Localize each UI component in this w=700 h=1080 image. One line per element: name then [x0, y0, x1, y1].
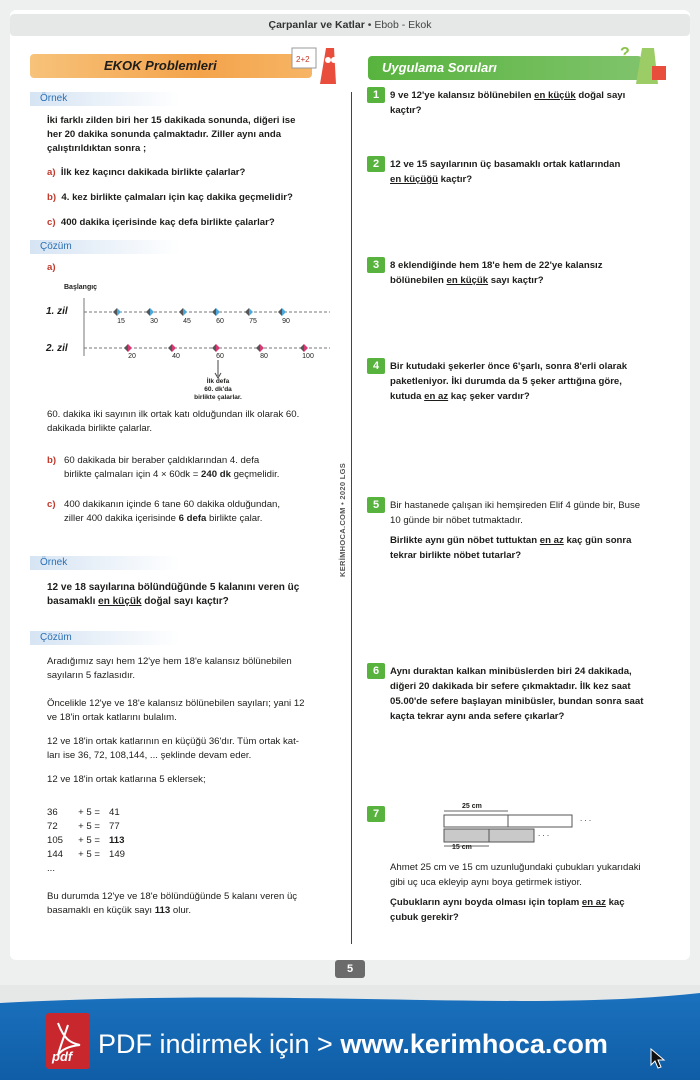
example-label-2: Örnek [30, 556, 180, 570]
question-number-1: 1 [367, 87, 385, 103]
tick-marker [245, 308, 249, 316]
example-1-line: her 20 dakika sonunda çalmaktadır. Ziller aynı anda [47, 129, 282, 140]
solution-label-2: Çözüm [30, 631, 180, 645]
pdf-file-icon [46, 1013, 90, 1069]
tick-marker [278, 308, 282, 316]
example-1-question-c: c) 400 dakika içerisinde kaç defa birlikte çalarlar? [47, 217, 275, 228]
solution-2-text: Aradığımız sayı hem 12'ye hem 18'e kalansız bölünebilen sayıların 5 fazlasıdır. Öncelikle 12'ye ve 18'e kalansız bölünebilen sayıları; yani 12 ve 18'in ortak katlarını bulalım. 12 ve 18'in ortak katlarının en küçüğü 36'dır. Tüm ortak kat- ları ise 36, 72, 108,144, ... şeklinde devam eder. 12 ve 18'in ortak katlarına 5 eklersek; [47, 656, 305, 785]
question-number-6: 6 [367, 663, 385, 679]
section-title-left: EKOK Problemleri [30, 54, 312, 78]
footer-download-link[interactable] [98, 1027, 608, 1061]
tick-label: 60 [216, 318, 224, 325]
tick-marker-accent [304, 344, 308, 352]
page-number: 5 [335, 960, 365, 978]
addition-row: 72 + 5 = 77 [47, 821, 120, 832]
tick-marker-accent [150, 308, 154, 316]
tick-label: 15 [117, 318, 125, 325]
tick-marker-accent [216, 344, 220, 352]
tick-label: 100 [302, 353, 314, 360]
tick-marker-accent [260, 344, 264, 352]
tick-marker-accent [282, 308, 286, 316]
footer-url[interactable]: www.kerimhoca.com [340, 1029, 608, 1059]
example-label-1: Örnek [30, 92, 180, 106]
first-meeting-note: İlk defa 60. dk'da birlikte çalarlar. [194, 378, 242, 401]
question-number-3: 3 [367, 257, 385, 273]
addition-row: 105 + 5 = 113 [47, 835, 125, 846]
svg-text:2+2: 2+2 [296, 55, 310, 64]
tick-marker [113, 308, 117, 316]
bell-1-label: 1. zil [46, 306, 68, 317]
tick-label: 90 [282, 318, 290, 325]
example-1-line: İki farklı zilden biri her 15 dakikada sonunda, diğeri ise [47, 115, 296, 126]
svg-text:?: ? [620, 45, 630, 62]
question-number-5: 5 [367, 497, 385, 513]
tick-marker-accent [183, 308, 187, 316]
rod-row-2-dots: . . . [538, 829, 550, 838]
tick-label: 20 [128, 353, 136, 360]
side-watermark-text: KERİMHOCA.COM • 2020 LGS [338, 463, 347, 578]
tick-marker [256, 344, 260, 352]
tick-label: 45 [183, 318, 191, 325]
cursor-icon [650, 1048, 666, 1070]
question-1-text: 9 ve 12'ye kalansız bölünebilen en küçük doğal sayı kaçtır? [390, 90, 626, 116]
rods-diagram [440, 808, 600, 848]
question-7-text: Ahmet 25 cm ve 15 cm uzunluğundaki çubukları yukarıdaki gibi uç uca ekleyip aynı boya getirmek istiyor. Çubukların aynı boyda olması için toplam en az kaç çubuk gerekir? [390, 862, 641, 923]
start-label: Başlangıç [64, 284, 98, 291]
addition-table [47, 806, 167, 876]
rod-25cm-label: 25 cm [462, 803, 482, 810]
solution-1-text-c: 400 dakikanın içinde 6 tane 60 dakika olduğundan, ziller 400 dakika içerisinde 6 defa birlikte çalar. [64, 499, 281, 524]
tick-marker [212, 308, 216, 316]
rod-row-1-dots: . . . [580, 814, 592, 823]
question-3-text: 8 eklendiğinde hem 18'e hem de 22'ye kalansız bölünebilen en küçük sayı kaçtır? [390, 260, 603, 286]
question-number-2: 2 [367, 156, 385, 172]
solution-label-1: Çözüm [30, 240, 180, 254]
header-title: Çarpanlar ve Katlar [268, 19, 365, 31]
tick-marker-accent [128, 344, 132, 352]
question-2-text: 12 ve 15 sayılarının üç basamaklı ortak katlarından en küçüğü kaçtır? [390, 159, 621, 185]
tick-marker-accent [216, 308, 220, 316]
tick-marker [146, 308, 150, 316]
solution-2-conclusion: Bu durumda 12'ye ve 18'e bölündüğünde 5 kalanı veren üç basamaklı en küçük sayı 113 olur. [47, 891, 298, 916]
tick-label: 40 [172, 353, 180, 360]
tick-marker [300, 344, 304, 352]
question-mascot-icon [614, 40, 672, 88]
question-number-4: 4 [367, 358, 385, 374]
tick-marker [124, 344, 128, 352]
solution-1-text-b: 60 dakikada bir beraber çaldıklarından 4. defa birlikte çalmaları için 4 × 60dk = 240 dk geçmelidir. [64, 455, 280, 480]
tick-marker-accent [172, 344, 176, 352]
solution-1-text-a: 60. dakika iki sayının ilk ortak katı olduğundan ilk olarak 60. dakikada birlikte çalarlar. [47, 409, 300, 434]
tick-marker [179, 308, 183, 316]
tick-label: 75 [249, 318, 257, 325]
footer-prefix: PDF indirmek için > [98, 1029, 341, 1059]
question-number-7: 7 [367, 806, 385, 822]
example-1-text [47, 114, 347, 156]
pdf-badge-text: pdf [52, 1049, 73, 1064]
tick-marker [168, 344, 172, 352]
tick-marker-accent [117, 308, 121, 316]
page-header [10, 14, 690, 36]
tick-label: 80 [260, 353, 268, 360]
addition-row: 36 + 5 = 41 [47, 807, 120, 818]
footer-wave-decoration [0, 985, 700, 1015]
addition-row: 144 + 5 = 149 [47, 849, 126, 860]
rod-15cm-label: 15 cm [452, 844, 472, 851]
tick-label: 30 [150, 318, 158, 325]
teacher-mascot-icon [290, 40, 340, 88]
question-4-text: Bir kutudaki şekerler önce 6'şarlı, sonra 8'erli olarak paketleniyor. İki durumda da 5 şeker arttığına göre, kutuda en az kaç şeker vardır? [390, 361, 628, 402]
example-1-question-b: b) 4. kez birlikte çalmaları için kaç dakika geçmelidir? [47, 192, 293, 203]
bell-2-label: 2. zil [46, 343, 68, 354]
example-1-question-a: a) İlk kez kaçıncı dakikada birlikte çalarlar? [47, 167, 246, 178]
header-separator: • [367, 19, 372, 31]
example-1-line: çalıştırıldıktan sonra ; [47, 143, 147, 154]
solution-1-part-c-letter: c) [47, 499, 56, 510]
question-5-text: Bir hastanede çalışan iki hemşireden Elif 4 günde bir, Buse 10 günde bir nöbet tutmaktadır. Birlikte aynı gün nöbet tuttuktan en az kaç gün sonra tekrar birlikte nöbet tutarlar? [390, 500, 641, 561]
tick-marker [212, 344, 216, 352]
tick-marker-accent [249, 308, 253, 316]
header-subtitle: Ebob - Ekok [374, 19, 432, 31]
example-2-text: 12 ve 18 sayılarına bölündüğünde 5 kalanını veren üç basamaklı en küçük doğal sayı kaçtır? [47, 582, 300, 607]
solution-1-part-b-letter: b) [47, 455, 57, 466]
question-6-text: Aynı duraktan kalkan minibüslerden biri 24 dakikada, diğeri 20 dakikada bir sefere çıkmaktadır. İlk kez saat 05.00'de sefere başlayan minibüsler, bundan sonra saat kaçta tekrar aynı anda sefere çıkarlar? [390, 666, 644, 722]
solution-1-part-a-letter: a) [47, 262, 56, 273]
tick-label: 60 [216, 353, 224, 360]
addition-ellipsis: ... [47, 863, 55, 874]
section-title-right: Uygulama Soruları [368, 56, 642, 80]
